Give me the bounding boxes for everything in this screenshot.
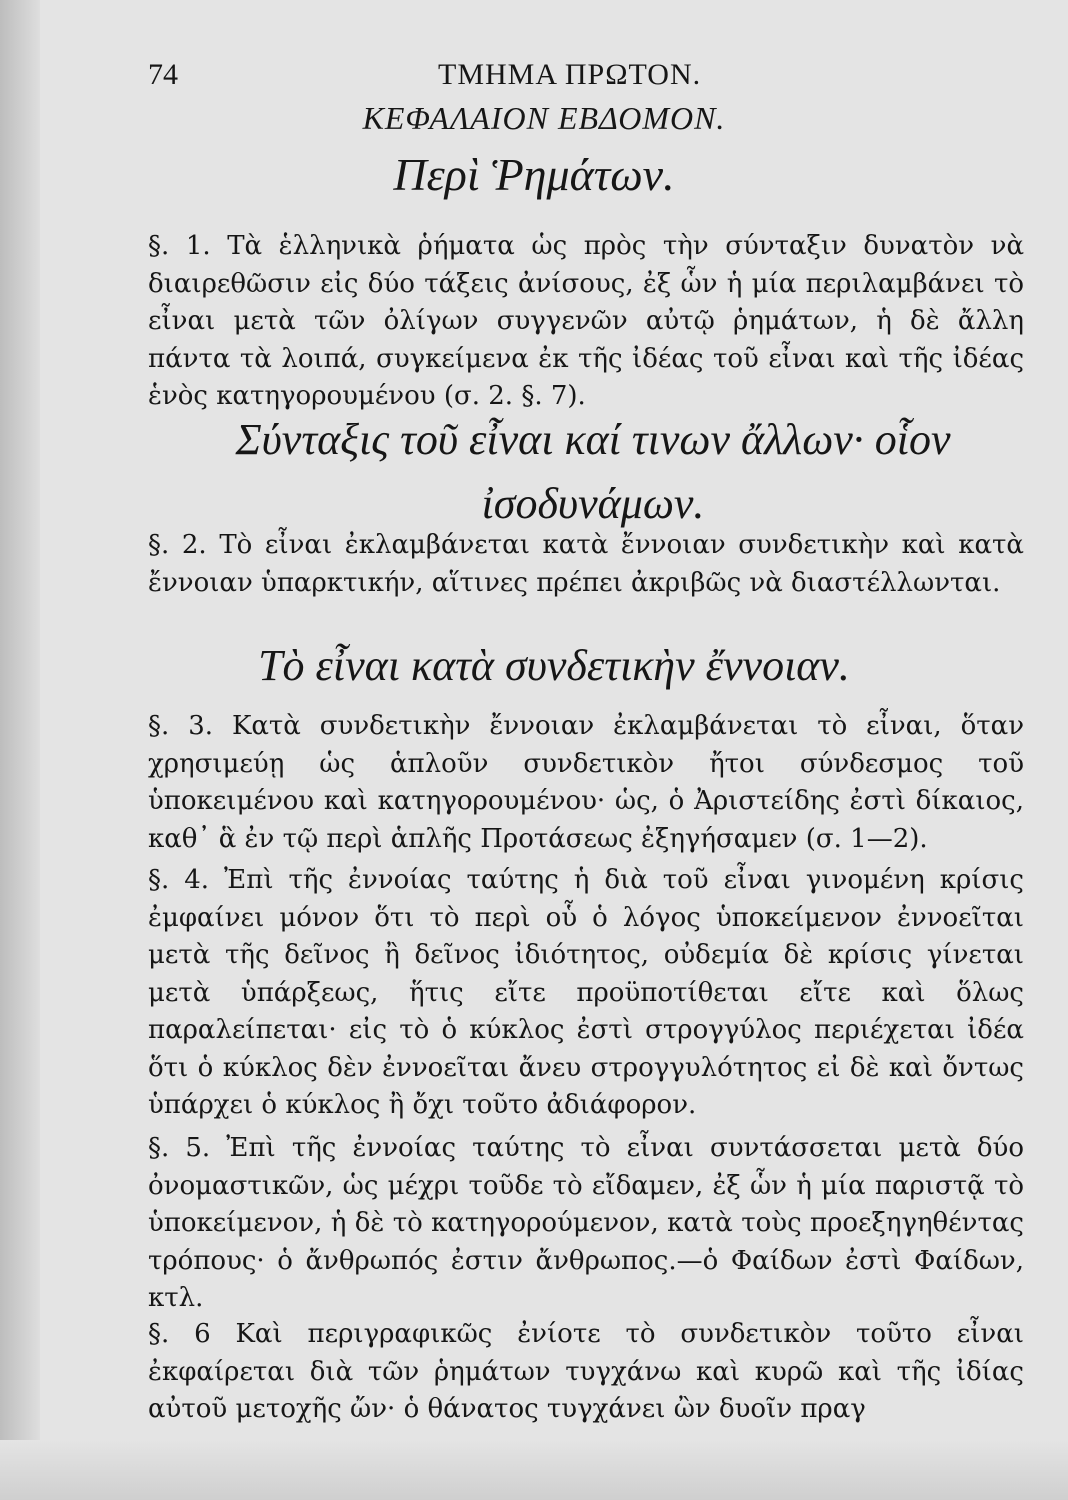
paragraph-3: §. 3. Κατὰ συνδετικὴν ἔννοιαν ἐκλαμβάνεται τὸ εἶναι, ὅταν χρησιμεύῃ ὡς ἁπλοῦν συνδετικὸν ἤτοι σύνδεσμος τοῦ ὑποκειμένου καὶ κατηγορουμένου· ὡς, ὁ Ἀριστείδης ἐστὶ δίκαιος, καθ᾿ ἃ ἐν τῷ περὶ ἁπλῆς Προτάσεως ἐξηγήσαμεν (σ. 1—2).	[148, 711, 1024, 854]
page-bottom-shadow	[0, 1440, 1068, 1500]
page-number: 74	[148, 58, 178, 91]
subheading-syntax: Σύνταξις τοῦ εἶναι καί τινων ἄλλων· οἷον ἰσοδυνάμων.	[235, 415, 951, 528]
page-edge-shadow	[0, 0, 40, 1500]
paragraph-4: §. 4. Ἐπὶ τῆς ἐννοίας ταύτης ἡ διὰ τοῦ εἶναι γινομένη κρίσις ἐμφαίνει μόνον ὅτι τὸ περὶ οὗ ὁ λόγος ὑποκείμενον ἐννοεῖται μετὰ τῆς δεῖνος ἢ δεῖνος ἰδιότητος, οὐδεμία δὲ κρίσις γίνεται μετὰ ὑπάρξεως, ἥτις εἴτε προϋποτίθεται εἴτε καὶ ὅλως παραλείπεται· εἰς τὸ ὁ κύκλος ἐστὶ στρογγύλος περιέχεται ἰδέα ὅτι ὁ κύκλος δὲν ἐννοεῖται ἄνευ στρογγυλότητος εἰ δὲ καὶ ὄντως ὑπάρχει ὁ κύκλος ἢ ὄχι τοῦτο ἀδιάφορον.	[148, 865, 1024, 1120]
paragraph-2: §. 2. Τὸ εἶναι ἐκλαμβάνεται κατὰ ἔννοιαν συνδετικὴν καὶ κατὰ ἔννοιαν ὑπαρκτικήν, αἵτινες πρέπει ἀκριβῶς νὰ διαστέλλωνται.	[148, 530, 1024, 598]
paragraph-6: §. 6 Καὶ περιγραφικῶς ἐνίοτε τὸ συνδετικὸν τοῦτο εἶναι ἐκφαίρεται διὰ τῶν ῥημάτων τυγχάνω καὶ κυρῶ καὶ τῆς ἰδίας αὐτοῦ μετοχῆς ὤν· ὁ θάνατος τυγχάνει ὢν δυοῖν πραγ	[148, 1319, 1024, 1424]
paragraph-1: §. 1. Τὰ ἑλληνικὰ ῥήματα ὡς πρὸς τὴν σύνταξιν δυνατὸν νὰ διαιρεθῶσιν εἰς δύο τάξεις ἀνίσους, ἐξ ὧν ἡ μία περιλαμβάνει τὸ εἶναι μετὰ τῶν ὀλίγων συγγενῶν αὐτῷ ῥημάτων, ἡ δὲ ἄλλη πάντα τὰ λοιπά, συγκείμενα ἐκ τῆς ἰδέας τοῦ εἶναι καὶ τῆς ἰδέας ἑνὸς κατηγορουμένου (σ. 2. §. 7).	[148, 231, 1024, 411]
page-header	[148, 58, 1008, 98]
chapter-title: ΚΕΦΑΛΑΙΟΝ ΕΒΔΟΜΟΝ.	[362, 100, 726, 136]
paragraph-5: §. 5. Ἐπὶ τῆς ἐννοίας ταύτης τὸ εἶναι συντάσσεται μετὰ δύο ὀνομαστικῶν, ὡς μέχρι τοῦδε τὸ εἴδαμεν, ἐξ ὧν ἡ μία παριστᾷ τὸ ὑποκείμενον, ἡ δὲ τὸ κατηγορούμενον, κατὰ τοὺς προεξηγηθέντας τρόπους· ὁ ἄνθρωπός ἐστιν ἄνθρωπος.—ὁ Φαίδων ἐστὶ Φαίδων, κτλ.	[148, 1133, 1024, 1313]
main-heading: Περὶ Ῥημάτων.	[393, 149, 675, 200]
running-head: ΤΜΗΜΑ ΠΡΩΤΟΝ.	[438, 58, 702, 91]
subheading-copulative: Τὸ εἶναι κατὰ συνδετικὴν ἔννοιαν.	[258, 641, 850, 690]
